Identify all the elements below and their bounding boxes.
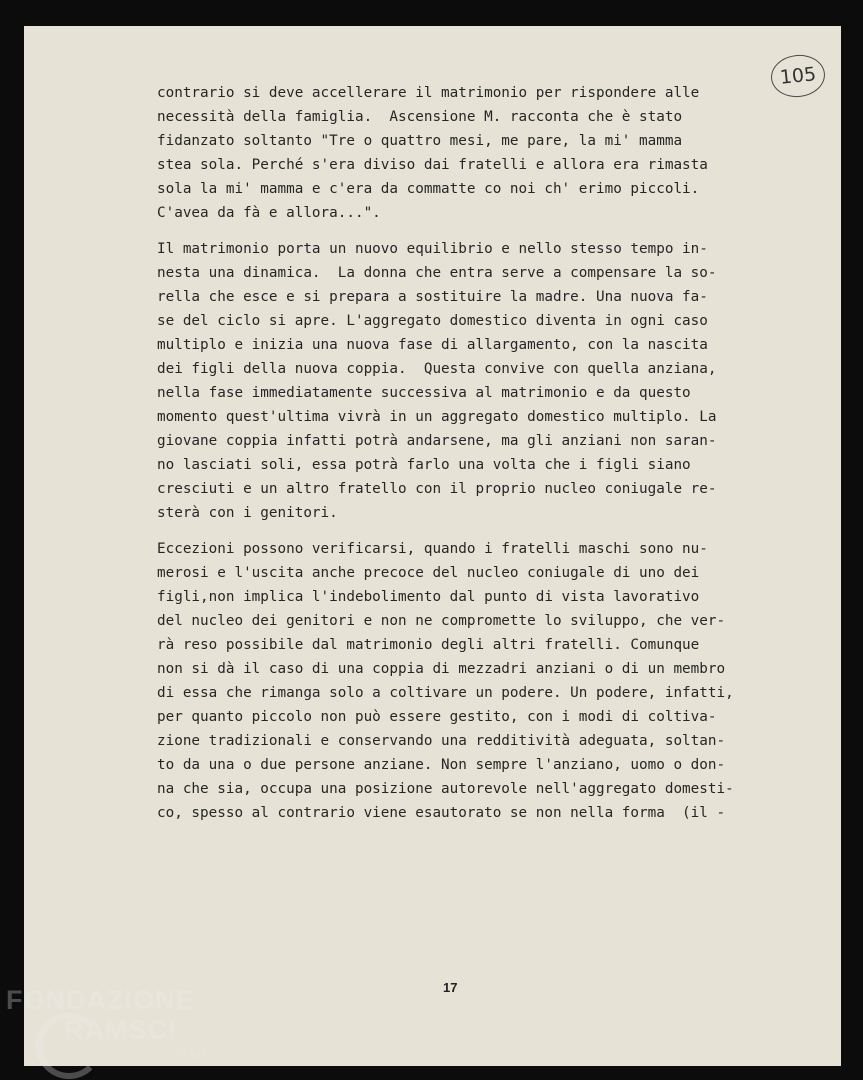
text-line: nella fase immediatamente successiva al matrimonio e da questo [157,385,691,401]
text-line: na che sia, occupa una posizione autorevole nell'aggregato domesti- [157,781,734,797]
text-line: Il matrimonio porta un nuovo equilibrio e nello stesso tempo in- [157,241,708,257]
watermark-line-1: FONDAZIONE [6,985,195,1015]
fondazione-gramsci-watermark [6,985,216,1080]
handwritten-page-number: 105 [769,52,827,99]
text-line: to da una o due persone anziane. Non sempre l'anziano, uomo o don- [157,757,726,773]
paragraph-3 [157,537,807,825]
text-line: rà reso possibile dal matrimonio degli altri fratelli. Comunque [157,637,700,653]
text-line: cresciuti e un altro fratello con il proprio nucleo coniugale re- [157,481,717,497]
text-line: nesta una dinamica. La donna che entra serve a compensare la so- [157,265,717,281]
text-line: dei figli della nuova coppia. Questa convive con quella anziana, [157,361,717,377]
text-line: sola la mi' mamma e c'era da commatte co noi ch' erimo piccoli. [157,181,700,197]
paragraph-2 [157,237,807,525]
text-line: zione tradizionali e conservando una redditività adeguata, soltan- [157,733,726,749]
text-line: contrario si deve accellerare il matrimonio per rispondere alle [157,85,700,101]
text-line: del nucleo dei genitori e non ne compromette lo sviluppo, che ver- [157,613,726,629]
text-line: per quanto piccolo non può essere gestito, con i modi di coltiva- [157,709,717,725]
text-line: rella che esce e si prepara a sostituire la madre. Una nuova fa- [157,289,708,305]
text-line: non si dà il caso di una coppia di mezzadri anziani o di un membro [157,661,726,677]
text-line: merosi e l'uscita anche precoce del nucleo coniugale di uno dei [157,565,700,581]
text-line: no lasciati soli, essa potrà farlo una volta che i figli siano [157,457,691,473]
paragraph-1 [157,81,807,225]
text-line: di essa che rimanga solo a coltivare un podere. Un podere, infatti, [157,685,734,701]
watermark-line-3: onlus [176,1045,208,1060]
page-folio: 17 [443,980,458,995]
text-line: co, spesso al contrario viene esautorato se non nella forma (il - [157,805,726,821]
text-line: Eccezioni possono verificarsi, quando i fratelli maschi sono nu- [157,541,708,557]
text-line: se del ciclo si apre. L'aggregato domestico diventa in ogni caso [157,313,708,329]
text-line: stea sola. Perché s'era diviso dai fratelli e allora era rimasta [157,157,708,173]
text-line: multiplo e inizia una nuova fase di allargamento, con la nascita [157,337,708,353]
text-line: fidanzato soltanto "Tre o quattro mesi, me pare, la mi' mamma [157,133,683,149]
watermark-line-2: RAMSCI [64,1015,177,1045]
text-line: giovane coppia infatti potrà andarsene, ma gli anziani non saran- [157,433,717,449]
body-text [157,81,807,825]
text-line: figli,non implica l'indebolimento dal punto di vista lavorativo [157,589,700,605]
text-line: sterà con i genitori. [157,505,338,521]
text-line: C'avea da fà e allora...". [157,205,381,221]
text-line: momento quest'ultima vivrà in un aggregato domestico multiplo. La [157,409,717,425]
text-line: necessità della famiglia. Ascensione M. racconta che è stato [157,109,683,125]
